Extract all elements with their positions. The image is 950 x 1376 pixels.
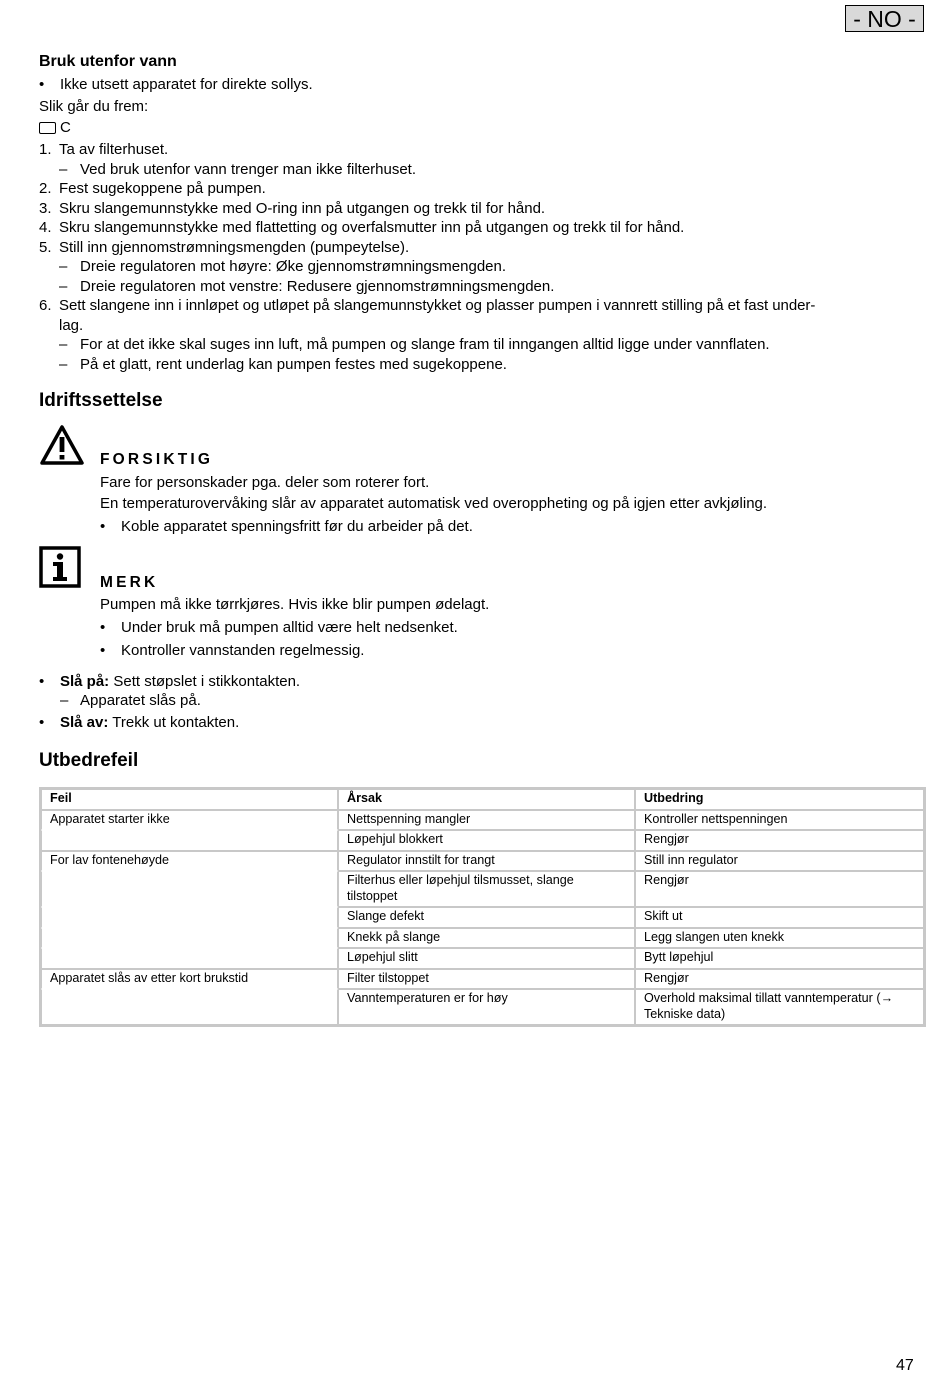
bullet-item [60,75,313,95]
sub-step [39,160,929,180]
step-text: Skru slangemunnstykke med O-ring inn på utgangen og trekk til for hånd. [59,199,546,217]
table-row [41,810,924,831]
step-number: 2. [39,180,52,197]
fault-cell: For lav fontenehøyde [41,851,338,872]
section-heading-troubleshooting: Utbedrefeil [39,750,139,771]
bullet-text: Koble apparatet spenningsfritt før du arbeider på det. [121,518,473,535]
page-number: 47 [896,1357,914,1374]
warning-triangle-icon [39,424,85,466]
dash-marker: – [59,355,68,373]
caution-title: FORSIKTIG [100,451,214,468]
fault-cell [41,989,338,1025]
column-header-fault: Feil [41,789,338,810]
fault-cell [41,907,338,928]
how-to-label: Slik går du frem: [39,98,149,115]
cause-cell: Knekk på slange [338,928,635,949]
column-header-cause: Årsak [338,789,635,810]
sub-step-text: For at det ikke skal suges inn luft, må pumpen og slange fram til inngangen alltid ligge under vannflaten. [80,336,770,353]
note-text: Pumpen må ikke tørrkjøres. Hvis ikke blir pumpen ødelagt. [100,596,490,613]
remedy-cell: Overhold maksimal tillatt vanntemperatur (→ Tekniske data) [635,989,924,1025]
step-number: 1. [39,141,52,158]
result-text: Apparatet slås på. [80,692,201,709]
section-heading-commissioning: Idriftssettelse [39,390,163,411]
remedy-cell: Kontroller nettspenningen [635,810,924,831]
info-icon [39,546,83,589]
step-text: Sett slangene inn i innløpet og utløpet på slangemunnstykket og plasser pumpen i vannrett stilling på et fast under- [59,297,816,314]
step-text: Ta av filterhuset. [59,141,169,158]
figure-icon [39,122,56,134]
step-number: 6. [39,297,52,314]
table-row [41,830,924,851]
table-row [41,928,924,949]
bullet-text: Under bruk må pumpen alltid være helt nedsenket. [121,619,458,636]
table-row [41,907,924,928]
remedy-cell: Rengjør [635,969,924,990]
fault-cell: Apparatet starter ikke [41,810,338,831]
note-bullet [121,618,458,638]
table-row [41,871,924,907]
fault-cell [41,830,338,851]
fault-cell [41,871,338,907]
table-row [41,851,924,872]
remedy-cell: Skift ut [635,907,924,928]
note-bullet [121,641,364,661]
column-header-remedy: Utbedring [635,789,924,810]
dash-marker: – [60,692,69,709]
step-text: Fest sugekoppene på pumpen. [59,180,266,197]
cause-cell: Regulator innstilt for trangt [338,851,635,872]
table-row [41,948,924,969]
step-text: Still inn gjennomstrømningsmengden (pumpeytelse). [59,238,410,256]
switch-off-label: Slå av: [60,714,109,731]
sub-step [39,277,929,297]
bullet-text: Ikke utsett apparatet for direkte sollys. [60,76,313,93]
note-title: MERK [100,574,159,591]
step-text: Skru slangemunnstykke med flattetting og overfalsmutter inn på utgangen og trekk til for hånd. [59,219,685,236]
sub-step-text: Dreie regulatoren mot venstre: Redusere gjennomstrømningsmengden. [80,277,555,295]
remedy-cell: Legg slangen uten knekk [635,928,924,949]
step [39,140,929,160]
step [39,199,929,219]
sub-step-text: Ved bruk utenfor vann trenger man ikke filterhuset. [80,160,417,178]
remedy-cell: Rengjør [635,871,924,907]
sub-step [39,355,929,375]
section-heading-outside-water: Bruk utenfor vann [39,53,177,70]
language-tag: - NO - [845,5,924,32]
remedy-cell: Rengjør [635,830,924,851]
cause-cell: Vanntemperaturen er for høy [338,989,635,1025]
table-row [41,969,924,990]
sub-step [39,257,929,277]
caution-text: En temperaturovervåking slår av apparatet automatisk ved overoppheting og på igjen etter avkjøling. [100,495,768,512]
step-text: lag. [59,316,84,334]
fault-cell [41,928,338,949]
table-row [41,989,924,1025]
cause-cell: Nettspenning mangler [338,810,635,831]
sub-step-text: På et glatt, rent underlag kan pumpen festes med sugekoppene. [80,355,507,373]
step-number: 3. [39,199,52,217]
switch-on-text: Sett støpslet i stikkontakten. [109,673,301,690]
troubleshooting-table [39,787,926,1027]
cause-cell: Filter tilstoppet [338,969,635,990]
figure-ref-text: C [60,119,71,136]
step [39,179,929,199]
step-continuation [39,316,929,336]
switch-off-item [60,713,239,733]
cause-cell: Slange defekt [338,907,635,928]
figure-reference [39,118,71,138]
cause-cell: Løpehjul slitt [338,948,635,969]
caution-text: Fare for personskader pga. deler som roterer fort. [100,474,430,491]
step-number: 5. [39,238,52,256]
dash-marker: – [59,160,68,178]
switch-on-label: Slå på: [60,673,110,690]
step [39,238,929,258]
step [39,296,929,316]
sub-step [39,335,929,355]
step [39,218,929,238]
remedy-cell: Bytt løpehjul [635,948,924,969]
sub-step-text: Dreie regulatoren mot høyre: Øke gjennomstrømningsmengden. [80,258,507,275]
dash-marker: – [59,277,68,295]
table-header-row [41,789,924,810]
steps-list [39,140,929,374]
cause-cell: Løpehjul blokkert [338,830,635,851]
dash-marker: – [59,336,68,353]
remedy-cell: Still inn regulator [635,851,924,872]
dash-marker: – [59,258,68,275]
fault-cell [41,948,338,969]
step-number: 4. [39,219,52,236]
fault-cell: Apparatet slås av etter kort brukstid [41,969,338,990]
switch-off-text: Trekk ut kontakten. [108,714,240,731]
cause-cell: Filterhus eller løpehjul tilsmusset, slange tilstoppet [338,871,635,907]
bullet-text: Kontroller vannstanden regelmessig. [121,642,365,659]
caution-bullet [121,517,473,537]
switch-on-item [60,672,300,692]
